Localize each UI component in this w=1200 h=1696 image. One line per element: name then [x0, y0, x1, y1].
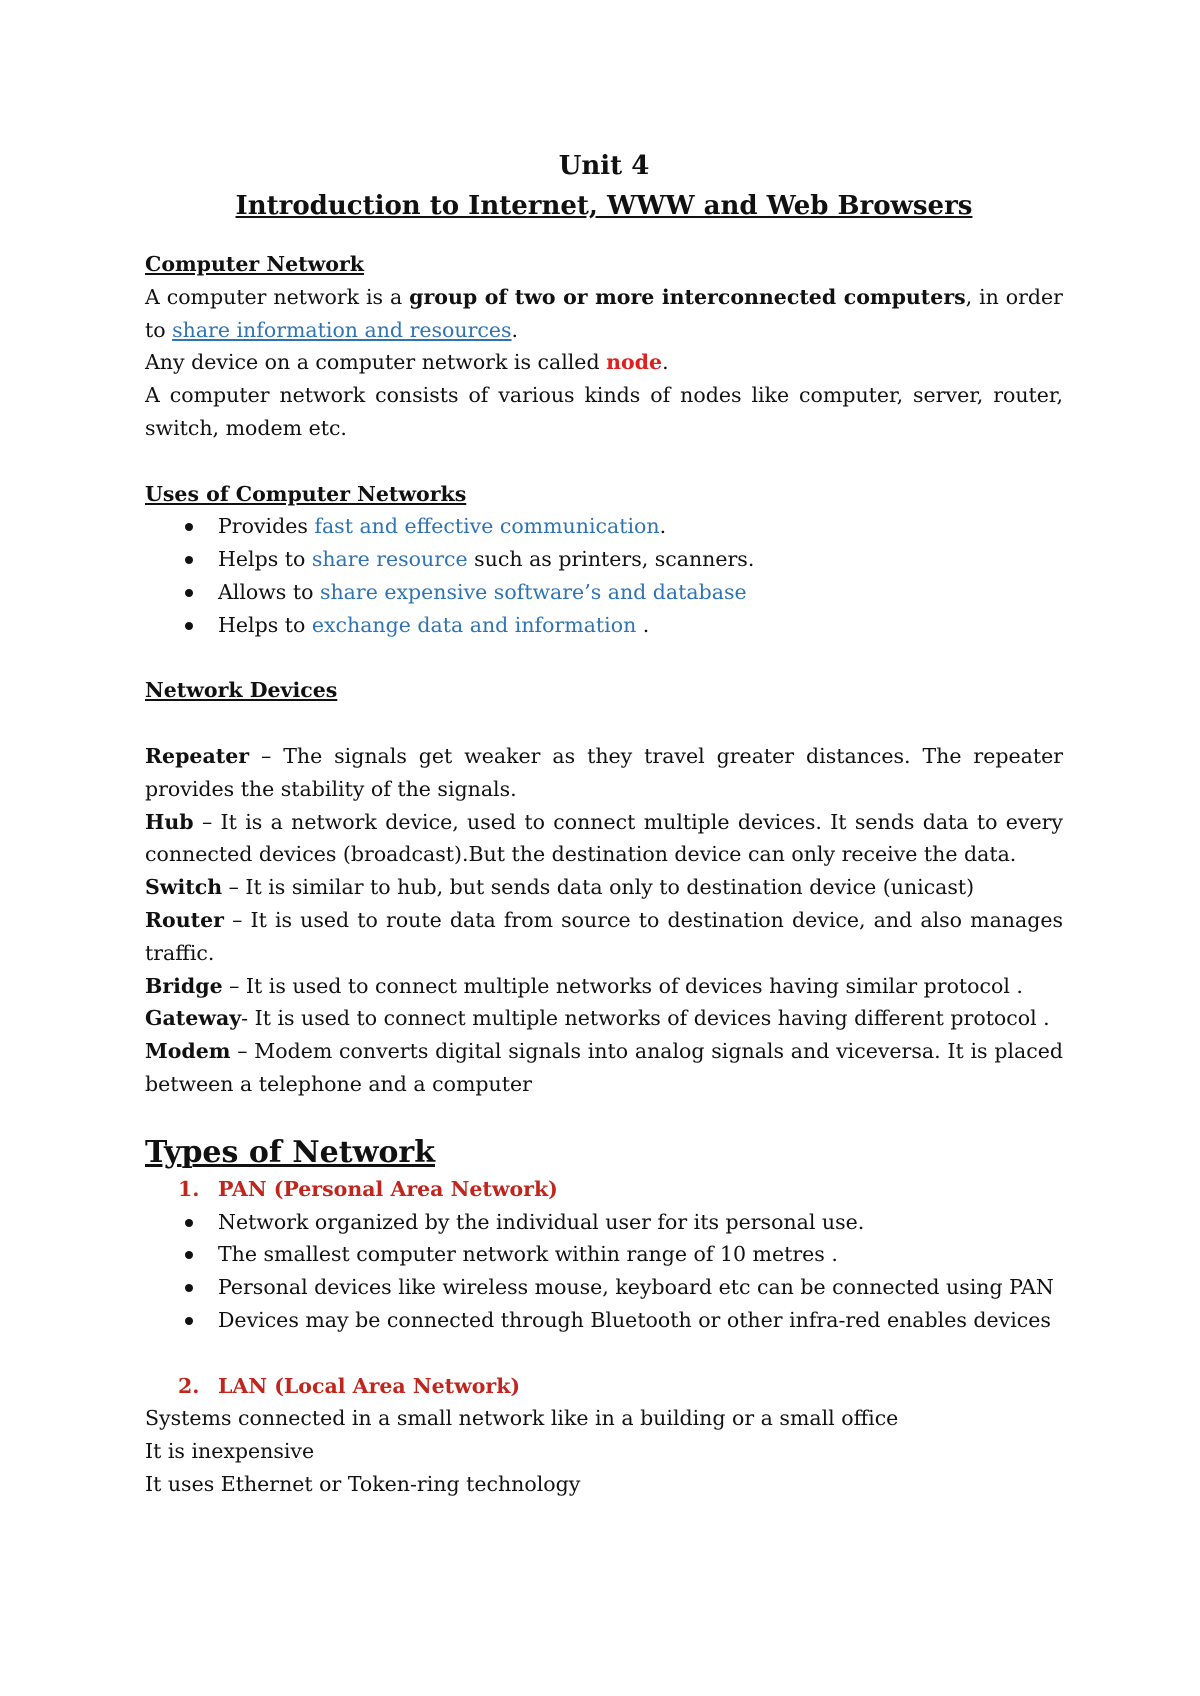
device-desc: – It is a network device, used to connect multiple devices. It sends data to every connected devices (broadcast).But the destination device can only receive the data.	[145, 809, 1063, 867]
text: Network organized by the individual user for its personal use.	[218, 1209, 865, 1234]
bullet-icon	[185, 1251, 193, 1259]
lan-line: It uses Ethernet or Token-ring technology	[145, 1471, 581, 1496]
device-term: Hub	[145, 809, 194, 834]
bullet-icon	[185, 622, 193, 630]
paragraph-node	[145, 346, 1063, 379]
highlight-text: share expensive software’s and database	[319, 579, 747, 604]
bullet-icon	[185, 589, 193, 597]
bullet-icon	[185, 556, 193, 564]
pan-list	[145, 1206, 1063, 1337]
section-heading-computer-network: Computer Network	[145, 252, 364, 276]
text: Provides	[218, 514, 315, 539]
uses-list	[145, 510, 1063, 641]
device-desc: – It is used to route data from source to destination device, and also manages traffic.	[145, 907, 1063, 965]
lan-title: LAN (Local Area Network)	[218, 1373, 521, 1398]
device-desc: – The signals get weaker as they travel greater distances. The repeater provides the stability of the signals.	[145, 743, 1063, 801]
text: , in order to	[145, 284, 1063, 342]
lan-line: Systems connected in a small network like in a building or a small office	[145, 1406, 899, 1431]
device-switch	[145, 871, 1063, 904]
list-number: 1.	[178, 1176, 200, 1201]
list-item	[145, 1206, 1063, 1239]
paragraph-nodes-kinds: A computer network consists of various kinds of nodes like computer, server, router, switch, modem etc.	[145, 383, 1063, 440]
text: A computer network is a	[145, 284, 410, 309]
bullet-icon	[185, 1317, 193, 1325]
section-heading-types: Types of Network	[145, 1134, 436, 1170]
list-item	[145, 1271, 1063, 1304]
node-highlight: node	[606, 350, 663, 375]
list-item	[145, 543, 1063, 576]
pan-title: PAN (Personal Area Network)	[218, 1176, 558, 1201]
text: such as printers, scanners.	[467, 547, 755, 572]
device-term: Gateway	[145, 1006, 242, 1031]
section-heading-network-devices: Network Devices	[145, 678, 338, 703]
paragraph-definition	[145, 281, 1063, 347]
bullet-icon	[185, 1219, 193, 1227]
device-term: Bridge	[145, 973, 223, 998]
device-term: Router	[145, 907, 224, 932]
text: Helps to	[218, 547, 312, 572]
text: Any device on a computer network is called	[145, 350, 607, 375]
text: Helps to	[218, 612, 312, 637]
device-desc: – It is similar to hub, but sends data only to destination device (unicast)	[222, 875, 975, 900]
text: Personal devices like wireless mouse, keyboard etc can be connected using PAN	[218, 1275, 1054, 1300]
text: .	[511, 317, 519, 342]
highlight-text: exchange data and information	[311, 612, 637, 637]
list-number: 2.	[178, 1373, 200, 1398]
device-term: Modem	[145, 1039, 231, 1064]
device-term: Repeater	[145, 743, 250, 768]
pan-heading	[145, 1173, 1063, 1206]
device-modem	[145, 1035, 1063, 1101]
list-item	[145, 510, 1063, 543]
text: .	[636, 612, 650, 637]
device-term: Switch	[145, 875, 223, 900]
text: .	[662, 350, 669, 375]
device-hub	[145, 806, 1063, 872]
document-page	[145, 148, 1063, 1501]
device-desc: – Modem converts digital signals into analog signals and viceversa. It is placed between a telephone and a computer	[145, 1039, 1063, 1096]
lan-heading	[145, 1370, 1063, 1403]
device-bridge	[145, 970, 1063, 1003]
text: Devices may be connected through Bluetooth or other infra-red enables devices	[218, 1307, 1051, 1332]
bold-text: group of two or more interconnected computers	[409, 284, 966, 309]
list-item	[145, 576, 1063, 609]
list-item	[145, 1238, 1063, 1271]
device-desc: – It is used to connect multiple networks of devices having similar protocol .	[222, 973, 1023, 998]
device-router	[145, 904, 1063, 970]
device-gateway	[145, 1002, 1063, 1035]
unit-title: Unit 4	[558, 151, 650, 181]
share-info-link[interactable]: share information and resources	[172, 317, 512, 342]
document-title: Introduction to Internet, WWW and Web Browsers	[235, 191, 973, 221]
text: .	[659, 514, 667, 539]
list-item	[145, 1304, 1063, 1337]
text: The smallest computer network within range of 10 metres .	[218, 1242, 838, 1267]
bullet-icon	[185, 1284, 193, 1292]
section-heading-uses: Uses of Computer Networks	[145, 481, 467, 506]
list-item	[145, 609, 1063, 642]
bullet-icon	[185, 523, 193, 531]
text: Allows to	[218, 579, 320, 604]
device-desc: - It is used to connect multiple networks of devices having different protocol .	[241, 1006, 1050, 1031]
highlight-text: share resource	[311, 547, 468, 572]
device-repeater	[145, 740, 1063, 806]
highlight-text: fast and effective communication	[314, 514, 660, 539]
lan-line: It is inexpensive	[145, 1439, 315, 1464]
